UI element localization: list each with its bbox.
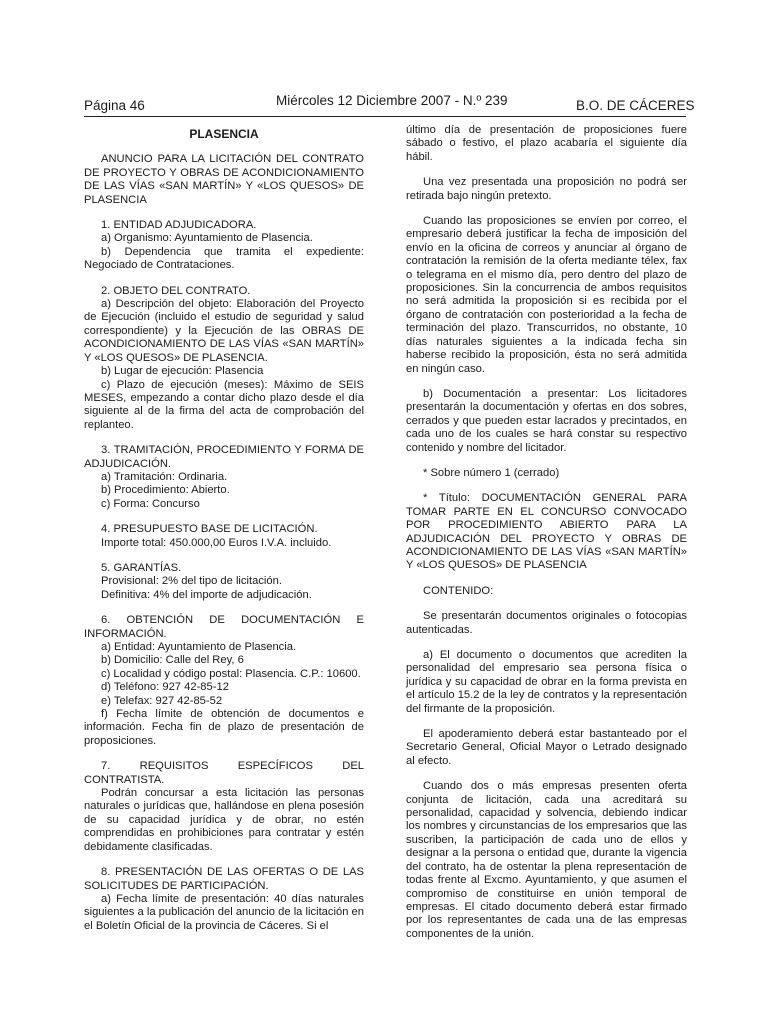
item-heading: 1. ENTIDAD ADJUDICADORA.	[101, 219, 257, 232]
item-heading: 7. REQUISITOS ESPECÍFICOS DEL CONTRATISTA.	[84, 760, 364, 786]
paragraph: a) Organismo: Ayuntamiento de Plasencia.	[101, 232, 313, 245]
paragraph: último día de presentación de proposiciones fuere sábado o festivo, el plazo acabaría el siguiente día hábil.	[406, 124, 687, 163]
paragraph: a) El documento o documentos que acrediten la personalidad del empresario sea persona física o jurídica y su capacidad de obrar en la forma prevista en el artículo 15.2 de la ley de contratos y la representación del firmante de la proposición.	[406, 649, 687, 715]
paragraph: a) Entidad: Ayuntamiento de Plasencia.	[101, 641, 297, 653]
paragraph: Podrán concursar a esta licitación las personas naturales o jurídicas que, hallándose en plena posesión de su capacidad jurídica y de obrar, no estén comprendidas en prohibiciones para contratar y estén debidamente clasificadas.	[84, 787, 364, 853]
section-title: PLASENCIA	[189, 127, 259, 141]
paragraph: f) Fecha límite de obtención de documentos e información. Fecha fin de plazo de presentación de proposiciones.	[84, 708, 364, 747]
paragraph: Importe total: 450.000,00 Euros I.V.A. incluido.	[101, 536, 332, 549]
item-heading: 8. PRESENTACIÓN DE LAS OFERTAS O DE LAS SOLICITUDES DE PARTICIPACIÓN.	[84, 866, 364, 892]
paragraph: Se presentarán documentos originales o fotocopias autenticadas.	[406, 610, 687, 636]
paragraph: Cuando dos o más empresas presenten oferta conjunta de licitación, cada una acreditará su personalidad, capacidad y solvencia, debiendo indicar los nombres y circunstancias de los empresarios que las suscriben, la participación de cada uno de ellos y designar a la persona o entidad que, durante la vigencia del contrato, ha de ostentar la plena representación de todas frente al Excmo. Ayuntamiento, y que asumen el compromiso de constituirse en unión temporal de empresas. El citado documento deberá estar firmado por los representantes de cada una de las empresas componentes de la unión.	[406, 780, 687, 940]
paragraph: a) Fecha límite de presentación: 40 días naturales siguientes a la publicación del anuncio de la licitación en el Boletín Oficial de la provincia de Cáceres. Si el	[84, 892, 364, 932]
paragraph: b) Procedimiento: Abierto.	[101, 484, 230, 497]
paragraph: Provisional: 2% del tipo de licitación.	[101, 575, 282, 588]
item-heading: 3. TRAMITACIÓN, PROCEDIMIENTO Y FORMA DE ADJUDICACIÓN.	[84, 444, 364, 470]
item-heading: 4. PRESUPUESTO BASE DE LICITACIÓN.	[101, 523, 318, 536]
paragraph: b) Domicilio: Calle del Rey, 6	[101, 654, 244, 667]
paragraph: * Sobre número 1 (cerrado)	[423, 466, 560, 479]
paragraph: El apoderamiento deberá estar bastanteado por el Secretario General, Oficial Mayor o Letrado designado al efecto.	[406, 728, 687, 767]
announcement-heading: ANUNCIO PARA LA LICITACIÓN DEL CONTRATO DE PROYECTO Y OBRAS DE ACONDICIONAMIENTO DE LAS VÍAS «SAN MARTÍN» Y «LOS QUESOS» DE PLASENCIA	[84, 153, 364, 206]
paragraph: a) Descripción del objeto: Elaboración del Proyecto de Ejecución (incluido el estudio de seguridad y salud correspondiente) y la Ejecución de las OBRAS DE ACONDICIONAMIENTO DE LAS VÍAS «SAN MARTÍN» Y «LOS QUESOS» DE PLASENCIA.	[84, 298, 364, 364]
issue-date: Miércoles 12 Diciembre 2007 - N.º 239	[276, 93, 508, 108]
left-column	[84, 124, 364, 933]
paragraph: Una vez presentada una proposición no podrá ser retirada bajo ningún pretexto.	[406, 176, 687, 202]
paragraph: Definitiva: 4% del importe de adjudicación.	[101, 588, 312, 601]
paragraph: CONTENIDO:	[423, 584, 494, 597]
item-heading: 5. GARANTÍAS.	[101, 561, 182, 574]
paragraph: b) Documentación a presentar: Los licitadores presentarán la documentación y ofertas en dos sobres, cerrados y que pueden estar lacrados y precintados, en cada uno de los cuales se hará constar su respectivo contenido y nombre del licitador.	[406, 387, 687, 454]
item-heading: 2. OBJETO DEL CONTRATO.	[101, 284, 251, 297]
paragraph: c) Plazo de ejecución (meses): Máximo de SEIS MESES, empezando a contar dicho plazo desde el día siguiente al de la firma del acta de comprobación del replanteo.	[84, 378, 364, 431]
paragraph: c) Localidad y código postal: Plasencia. C.P.: 10600.	[101, 667, 361, 680]
bulletin-title: B.O. DE CÁCERES	[576, 98, 695, 113]
paragraph: b) Dependencia que tramita el expediente: Negociado de Contrataciones.	[84, 245, 364, 272]
page-number: Página 46	[84, 98, 145, 113]
paragraph: Cuando las proposiciones se envíen por correo, el empresario deberá justificar la fecha de imposición del envío en la oficina de correos y anunciar al órgano de contratación la remisión de la oferta mediante télex, fax o telegrama en el mismo día, pero dentro del plazo de proposiciones. Sin la concurrencia de ambos requisitos no será admitida la proposición si es recibida por el órgano de contratación con posterioridad a la fecha de terminación del plazo. Transcurridos, no obstante, 10 días naturales siguientes a la indicada fecha sin haberse recibido la proposición, ésta no será admitida en ningún caso.	[406, 215, 687, 375]
item-heading: 6. OBTENCIÓN DE DOCUMENTACIÓN E INFORMACIÓN.	[84, 614, 364, 640]
header-rule	[84, 116, 686, 117]
paragraph: b) Lugar de ejecución: Plasencia	[101, 365, 264, 378]
paragraph: d) Teléfono: 927 42-85-12	[101, 681, 229, 694]
paragraph: * Título: DOCUMENTACIÓN GENERAL PARA TOMAR PARTE EN EL CONCURSO CONVOCADO POR PROCEDIMIENTO ABIERTO PARA LA ADJUDICACIÓN DEL PROYECTO Y OBRAS DE ACONDICIONAMIENTO DE LAS VÍAS «SAN MARTÍN» Y «LOS QUESOS» DE PLASENCIA	[406, 492, 687, 572]
right-column	[406, 124, 687, 941]
paragraph: a) Tramitación: Ordinaria.	[101, 470, 228, 483]
paragraph: c) Forma: Concurso	[101, 497, 200, 510]
paragraph: e) Telefax: 927 42-85-52	[101, 694, 223, 707]
